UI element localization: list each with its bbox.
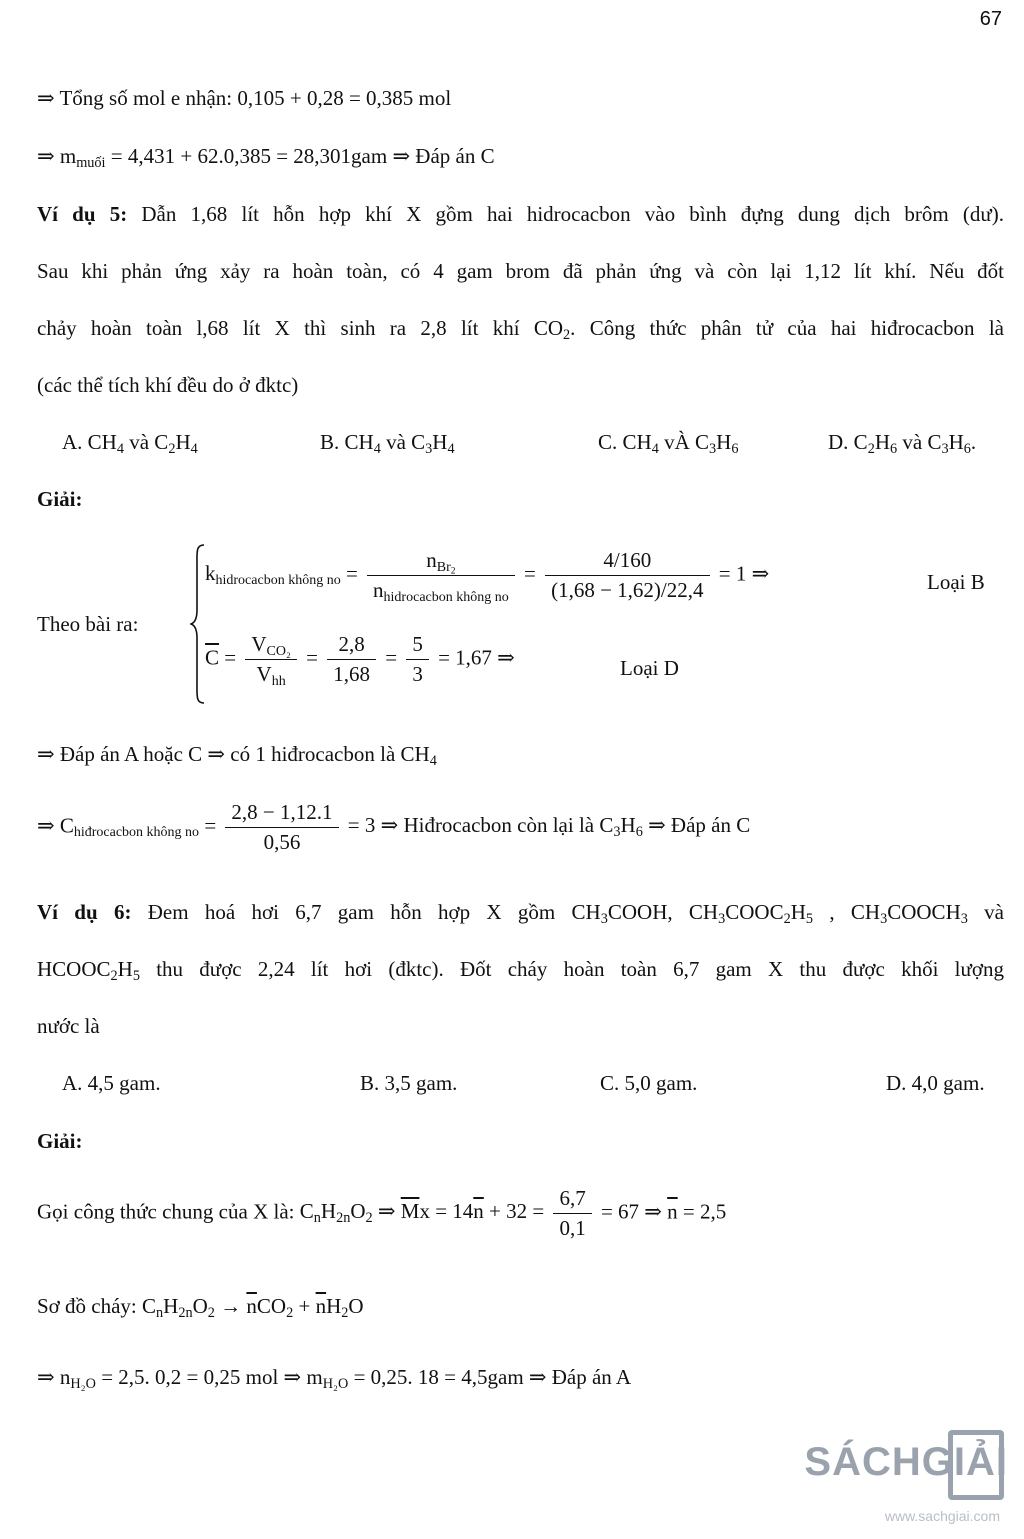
example5-option-d: D. $C_2H_6$ và $C_3H_6$. bbox=[828, 430, 977, 457]
example5-option-a: A. $CH_4$ và $C_2H_4$ bbox=[62, 430, 198, 457]
carbon-count-line: ⇒ $C_{hiđrocacbon không no}$ = $\frac{2,8 - 1,12.1}{0,56}$ = 3 ⇒ Hiđrocacbon còn lại là $C_3H_6$ ⇒ Đáp án C bbox=[37, 800, 751, 854]
example6-option-b: B. 3,5 gam. bbox=[360, 1071, 458, 1095]
equation-k: $k_{hidrocacbon không no}$ = $\frac{n_{Br_2}}{n_{hidrocacbon không no}}$ = $\frac{4/160}{(1,68 - 1,62)/22,4}$ = 1 ⇒ bbox=[205, 548, 770, 605]
system-brace-icon bbox=[190, 544, 206, 704]
page-number: 67 bbox=[979, 8, 1002, 30]
example6-option-d: D. 4,0 gam. bbox=[886, 1071, 985, 1095]
example6-option-c: C. 5,0 gam. bbox=[600, 1071, 698, 1095]
example5-line2: Sau khi phản ứng xảy ra hoàn toàn, có 4 gam brom đã phản ứng và còn lại 1,12 lít khí. Nếu đốt bbox=[37, 259, 1004, 283]
example5-option-c: C. $CH_4$ vÀ $C_3H_6$ bbox=[598, 430, 739, 457]
sachgiai-watermark-logo: SÁCHGIẢI www.sachgiai.com bbox=[812, 1430, 1012, 1535]
example6-option-a: A. 4,5 gam. bbox=[62, 1071, 161, 1095]
example6-label: Ví dụ 6: bbox=[37, 900, 132, 924]
equation-c-bar: $\overline{C}$ = $\frac{V_{CO_2}}{V_{hh}}$ = $\frac{2,8}{1,68}$ = $\frac{5}{3}$ = 1,67 ⇒ bbox=[205, 632, 515, 689]
example5-option-b: B. $CH_4$ và $C_3H_4$ bbox=[320, 430, 455, 457]
example6-line2: $HCOOC_2H_5$ thu được 2,24 lít hơi (đktc). Đốt cháy hoàn toàn 6,7 gam X thu được khối lượng bbox=[37, 957, 1004, 984]
water-mass-line: ⇒ $n_{H_2O} = 2,5$. 0,2 = 0,25 mol ⇒ $m_{H_2O} = 0,25$. 18 = 4,5gam ⇒ Đáp án A bbox=[37, 1365, 632, 1392]
loai-b-note: Loại B bbox=[927, 570, 985, 594]
combustion-scheme-line: Sơ đồ cháy: $C_nH_{2n}O_2 \to \overline{n}CO_2 + \overline{n}H_2O$ bbox=[37, 1294, 364, 1321]
theo-bai-ra-label: Theo bài ra: bbox=[37, 612, 139, 636]
example5-solution-label: Giải: bbox=[37, 487, 83, 511]
electron-total-line: ⇒ Tổng số mol e nhận: 0,105 + 0,28 = 0,385 mol bbox=[37, 86, 452, 110]
example6-line3: nước là bbox=[37, 1014, 100, 1038]
general-formula-line: Gọi công thức chung của X là: $C_nH_{2n}O_2$ ⇒ $\overline{M}x = 14\overline{n} + 32$ = $\frac{6,7}{0,1}$ = 67 ⇒ $\overline{n} = 2,5$ bbox=[37, 1186, 727, 1240]
example5-label: Ví dụ 5: bbox=[37, 202, 128, 226]
loai-d-note: Loại D bbox=[620, 656, 679, 680]
example6-line1: Ví dụ 6: Đem hoá hơi 6,7 gam hỗn hợp X gồm $CH_3COOH$, $CH_3COOC_2H_5$ , $CH_3COOCH_3$ và bbox=[37, 900, 1004, 927]
salt-mass-line: ⇒ $m_{muối} = 4,431 + 62.0,385 = 28,301gam$ ⇒ Đáp án C bbox=[37, 144, 495, 171]
example5-line1: Ví dụ 5: Dẫn 1,68 lít hỗn hợp khí X gồm hai hidrocacbon vào bình đựng dung dịch brôm (dư). bbox=[37, 202, 1005, 226]
conclude-line: ⇒ Đáp án A hoặc C ⇒ có 1 hiđrocacbon là $CH_4$ bbox=[37, 742, 437, 769]
example5-line3: chảy hoàn toàn l,68 lít X thì sinh ra 2,8 lít khí $CO_2$. Công thức phân tử của hai hiđrocacbon là bbox=[37, 316, 1004, 343]
example6-solution-label: Giải: bbox=[37, 1129, 83, 1153]
example5-line4: (các thể tích khí đều do ở đktc) bbox=[37, 373, 299, 397]
